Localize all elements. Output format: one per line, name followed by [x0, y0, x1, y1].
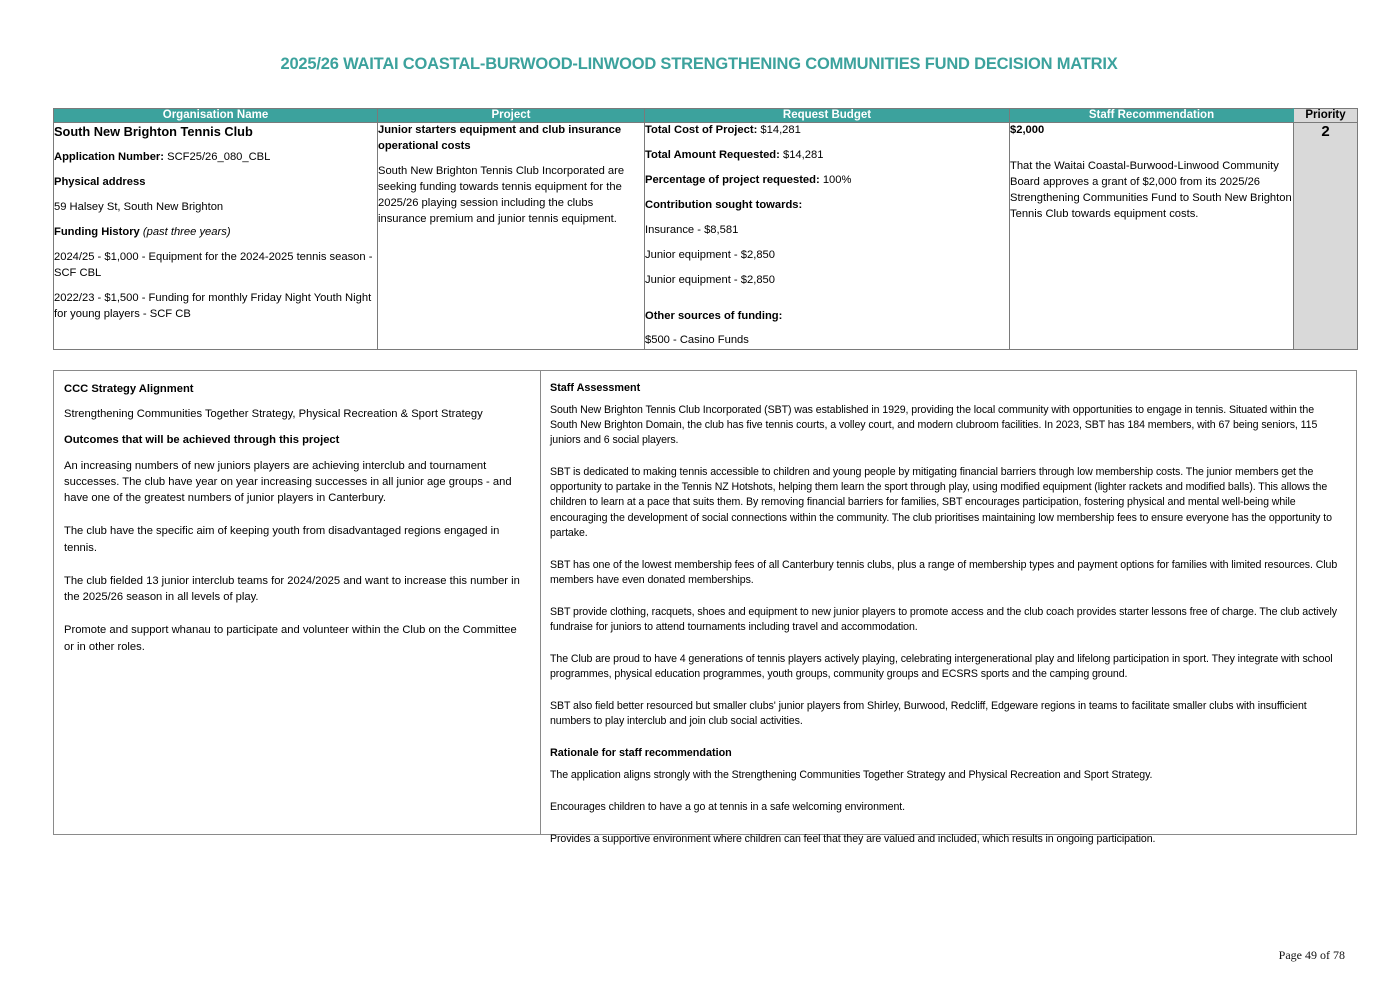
total-requested: [645, 148, 1009, 164]
strategy-alignment-strategies: Strengthening Communities Together Strategy, Physical Recreation & Sport Strategy: [64, 408, 483, 421]
assessment-paragraph: South New Brighton Tennis Club Incorporated (SBT) was established in 1929, providing the local community with opportunities to engage in tennis. Situated within the South New Brighton Domain, the club has five tennis courts, a volley court, and modern clubroom facilities. In 2023, SBT has 184 members, with 67 being seniors, 115 juniors and 6 social players.: [550, 404, 1318, 447]
table-header-row: [54, 109, 1358, 123]
project-title: Junior starters equipment and club insurance operational costs: [378, 124, 622, 153]
organisation-name: South New Brighton Tennis Club: [54, 124, 253, 140]
column-header-request-budget: Request Budget: [645, 109, 1010, 123]
contribution-item: Junior equipment - $2,850: [645, 273, 775, 286]
assessment-paragraph: SBT also field better resourced but smaller clubs' junior players from Shirley, Burwood, Redcliff, Edgeware regions in teams to facilitate smaller clubs with insufficient numbers to play interclub and join club social activities.: [550, 699, 1307, 727]
page-title: 2025/26 WAITAI COASTAL-BURWOOD-LINWOOD STRENGTHENING COMMUNITIES FUND DECISION MATRIX: [280, 55, 1118, 73]
project-description: South New Brighton Tennis Club Incorporated are seeking funding towards tennis equipment for the 2025/26 playing session including the clubs insurance premium and junior tennis equipment.: [378, 165, 625, 225]
funding-history-item: 2022/23 - $1,500 - Funding for monthly Friday Night Youth Night for young players - SCF CB: [54, 291, 372, 320]
cell-organisation: [54, 123, 378, 350]
staff-assessment-heading: Staff Assessment: [550, 382, 641, 394]
assessment-paragraph: SBT provide clothing, racquets, shoes and equipment to new junior players to promote access and the club coach provides starter lessons free of charge. The club actively fundraise for juniors to attend tournaments including travel and accommodation.: [550, 605, 1337, 633]
funding-history-item: 2024/25 - $1,000 - Equipment for the 2024-2025 tennis season - SCF CBL: [54, 251, 373, 279]
percentage-label: Percentage of project requested:: [645, 174, 820, 187]
total-requested-value: $14,281: [782, 149, 824, 162]
other-sources-item: $500 - Casino Funds: [645, 334, 749, 347]
column-header-priority: Priority: [1294, 109, 1358, 123]
cell-project: [378, 123, 645, 350]
physical-address-label: Physical address: [54, 176, 146, 189]
total-cost: [645, 123, 1009, 139]
staff-assessment-panel: [541, 371, 1356, 846]
total-cost-label: Total Cost of Project:: [645, 124, 758, 137]
funding-history-label: [54, 225, 377, 241]
total-requested-label: Total Amount Requested:: [645, 149, 780, 162]
spacer: [645, 298, 1009, 309]
application-number-label: Application Number:: [54, 151, 165, 164]
outcome-paragraph: The club fielded 13 junior interclub teams for 2024/2025 and want to increase this number in the 2025/26 season in all levels of play.: [64, 574, 520, 604]
funding-history-title: Funding History: [54, 226, 140, 239]
recommendation-text: That the Waitai Coastal-Burwood-Linwood Community Board approves a grant of $2,000 from its 2025/26 Strengthening Communities Fund to South New Brighton Tennis Club towards equipment costs.: [1010, 160, 1292, 220]
outcomes-heading: Outcomes that will be achieved through this project: [64, 434, 340, 447]
application-number-value: SCF25/26_080_CBL: [167, 151, 271, 164]
column-header-staff-recommendation: Staff Recommendation: [1010, 109, 1294, 123]
assessment-paragraph: The Club are proud to have 4 generations of tennis players actively playing, celebrating intergenerational play and lifelong participation in sport. They integrate with school programmes, physical education programmes, youth groups, community groups and ECSRS sports and the camping ground.: [550, 652, 1333, 680]
cell-request-budget: [645, 123, 1010, 350]
physical-address-value: 59 Halsey St, South New Brighton: [54, 201, 224, 214]
contribution-item: Junior equipment - $2,850: [645, 248, 775, 261]
assessment-box: [53, 370, 1357, 846]
column-header-project: Project: [378, 109, 645, 123]
rationale-paragraph: Provides a supportive environment where children can feel that they are valued and included, which results in ongoing participation.: [550, 833, 1156, 846]
decision-matrix-table: [53, 108, 1358, 350]
contribution-label: Contribution sought towards:: [645, 198, 803, 211]
assessment-paragraph: SBT has one of the lowest membership fees of all Canterbury tennis clubs, plus a range of membership types and payment options for families with limited resources. Club members have even donated memberships.: [550, 558, 1338, 586]
assessment-paragraph: SBT is dedicated to making tennis accessible to children and young people by mitigating financial barriers through low membership costs. The junior members get the opportunity to partake in the Tennis NZ Hotshots, helping them learn the sport through play, using modified equipment (lighter rackets and modified balls). This allows the children to learn at a pace that suits them. By removing financial barriers for families, SBT encourages participation, fostering physical and mental well-being while encouraging the development of social connections within the community. The club prioritises maintaining low membership fees to ensure everyone has the opportunity to partake.: [550, 466, 1332, 539]
strategy-alignment-heading: CCC Strategy Alignment: [64, 383, 194, 395]
recommended-amount: $2,000: [1010, 124, 1045, 137]
outcome-paragraph: The club have the specific aim of keeping youth from disadvantaged regions engaged in tennis.: [64, 525, 500, 554]
column-header-organisation: Organisation Name: [54, 109, 378, 123]
cell-priority: 2: [1294, 123, 1358, 350]
page-footer: Page 49 of 78: [1278, 948, 1345, 962]
outcome-paragraph: Promote and support whanau to participate and volunteer within the Club on the Committee or in other roles.: [64, 624, 517, 653]
other-sources-label: Other sources of funding:: [645, 309, 783, 322]
outcome-paragraph: An increasing numbers of new juniors players are achieving interclub and tournament successes. The club have year on year increasing successes in all junior age groups - and have one of the greatest numbers of junior players in Canterbury.: [64, 459, 512, 505]
strategy-alignment-panel: [54, 371, 541, 834]
rationale-paragraph: Encourages children to have a go at tennis in a safe welcoming environment.: [550, 801, 905, 814]
contribution-item: Insurance - $8,581: [645, 223, 739, 236]
cell-staff-recommendation: [1010, 123, 1294, 350]
funding-history-note: (past three years): [142, 226, 231, 239]
application-number: [54, 150, 377, 166]
rationale-heading: Rationale for staff recommendation: [550, 746, 732, 759]
percentage-value: 100%: [822, 174, 852, 187]
total-cost-value: $14,281: [760, 124, 801, 137]
percentage-requested: [645, 173, 1009, 189]
rationale-paragraph: The application aligns strongly with the Strengthening Communities Together Strategy and Physical Recreation and Sport Strategy.: [550, 769, 1153, 782]
table-row: [54, 123, 1358, 350]
